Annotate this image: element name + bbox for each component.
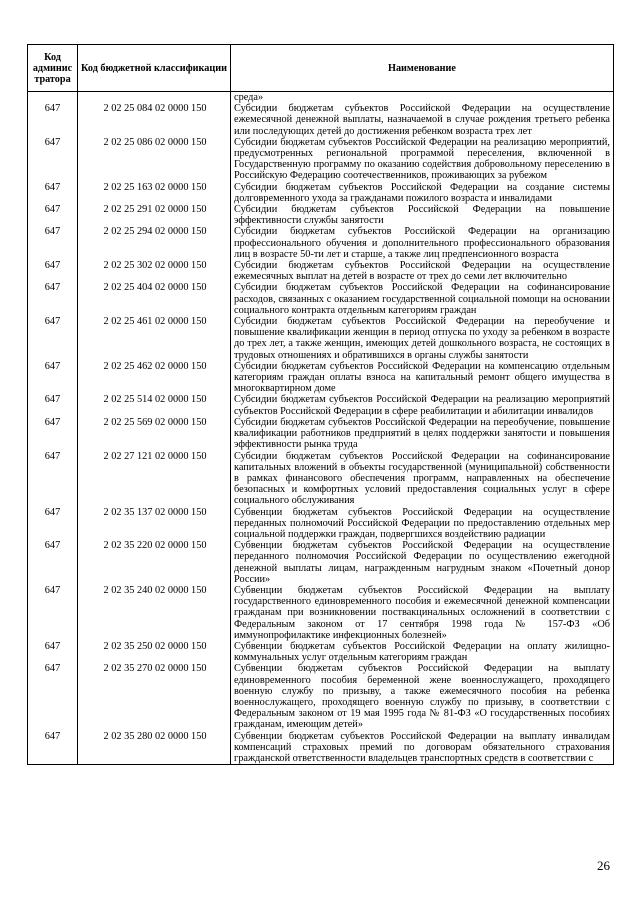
empty-cell [78,92,231,104]
table-row [28,361,614,395]
document-page [27,44,613,765]
kbk-code-cell: 2 02 35 280 02 0000 150 [78,731,231,765]
name-cell: Субсидии бюджетам субъектов Российской Федерации на реализацию мероприятий, предусмотренных региональной программой переселения, включенной в Государственную программу по оказанию содействия добровольному переселению в Российскую Федерацию соотечественников, проживающих за рубежом [231,137,614,182]
name-cell: Субсидии бюджетам субъектов Российской Федерации на компенсацию отдельным категориям граждан оплаты взноса на капитальный ремонт общего имущества в многоквартирном доме [231,361,614,395]
name-cell: Субсидии бюджетам субъектов Российской Федерации на софинансирование капитальных вложений в объекты государственной (муниципальной) собственности в рамках финансового обеспечения программ, направленных на обеспечение безопасных и комфортных условий предоставления социальных услуг в сфере социального обслуживания [231,451,614,507]
table-row [28,103,614,137]
continuation-row [28,92,614,104]
table-row [28,641,614,663]
page-number: 26 [597,858,610,873]
table-row [28,451,614,507]
header-name: Наименование [231,45,614,92]
admin-code-cell: 647 [28,507,78,541]
table-header-row [28,45,614,92]
kbk-code-cell: 2 02 25 163 02 0000 150 [78,182,231,204]
name-cell: Субвенции бюджетам субъектов Российской Федерации на выплату единовременного пособия беременной жене военнослужащего, проходящего военную службу по призыву, а также ежемесячного пособия на ребенка военнослужащего, проходящего военную службу по призыву, в соответствии с Федеральным законом от 19 мая 1995 года № 81-ФЗ «О государственных пособиях гражданам, имеющим детей» [231,663,614,730]
name-cell: Субсидии бюджетам субъектов Российской Федерации на создание системы долговременного ухода за гражданами пожилого возраста и инвалидами [231,182,614,204]
admin-code-cell: 647 [28,585,78,641]
admin-code-cell: 647 [28,226,78,260]
kbk-code-cell: 2 02 35 220 02 0000 150 [78,540,231,585]
admin-code-cell: 647 [28,540,78,585]
name-cell: Субвенции бюджетам субъектов Российской Федерации на осуществление переданных полномочий Российской Федерации по предоставлению отдельных мер социальной поддержки граждан, подвергшихся воздействию радиации [231,507,614,541]
table-row [28,204,614,226]
name-cell: Субсидии бюджетам субъектов Российской Федерации на реализацию мероприятий субъектов Российской Федерации в сфере реабилитации и абилитации инвалидов [231,394,614,416]
admin-code-cell: 647 [28,137,78,182]
kbk-code-cell: 2 02 27 121 02 0000 150 [78,451,231,507]
name-cell: Субсидии бюджетам субъектов Российской Федерации на осуществление ежемесячных выплат на детей в возрасте от трех до семи лет включительно [231,260,614,282]
empty-cell [28,92,78,104]
admin-code-cell: 647 [28,417,78,451]
table-row [28,137,614,182]
name-cell: Субвенции бюджетам субъектов Российской Федерации на выплату государственного единовременного пособия и ежемесячной денежной компенсации гражданам при возникновении поствакцинальных осложнений в соответствии с Федеральным законом от 17 сентября 1998 года № 157-ФЗ «Об иммунопрофилактике инфекционных болезней» [231,585,614,641]
name-cell: Субвенции бюджетам субъектов Российской Федерации на осуществление переданного полномочия Российской Федерации по осуществлению ежегодной денежной выплаты лицам, награжденным нагрудным знаком «Почетный донор России» [231,540,614,585]
admin-code-cell: 647 [28,103,78,137]
table-row [28,226,614,260]
admin-code-cell: 647 [28,316,78,361]
name-cell: Субсидии бюджетам субъектов Российской Федерации на осуществление ежемесячной денежной выплаты, назначаемой в случае рождения третьего ребенка или последующих детей до достижения ребенком возраста трех лет [231,103,614,137]
admin-code-cell: 647 [28,282,78,316]
admin-code-cell: 647 [28,260,78,282]
table-row [28,394,614,416]
kbk-code-cell: 2 02 25 404 02 0000 150 [78,282,231,316]
kbk-code-cell: 2 02 25 086 02 0000 150 [78,137,231,182]
table-row [28,316,614,361]
name-cell: Субсидии бюджетам субъектов Российской Федерации на переобучение и повышение квалификации женщин в период отпуска по уходу за ребенком в возрасте до трех лет, а также женщин, имеющих детей дошкольного возраста, не состоящих в трудовых отношениях и обратившихся в органы службы занятости [231,316,614,361]
kbk-code-cell: 2 02 25 084 02 0000 150 [78,103,231,137]
table-row [28,507,614,541]
table-row [28,417,614,451]
table-row [28,731,614,765]
kbk-code-cell: 2 02 25 302 02 0000 150 [78,260,231,282]
name-cell: Субвенции бюджетам субъектов Российской Федерации на выплату инвалидам компенсаций страховых премий по договорам обязательного страхования гражданской ответственности владельцев транспортных средств в соответствии с [231,731,614,765]
table-row [28,282,614,316]
name-cell: Субсидии бюджетам субъектов Российской Федерации на повышение эффективности службы занятости [231,204,614,226]
name-cell: Субвенции бюджетам субъектов Российской Федерации на оплату жилищно-коммунальных услуг отдельным категориям граждан [231,641,614,663]
table-row [28,663,614,730]
admin-code-cell: 647 [28,204,78,226]
table-row [28,182,614,204]
admin-code-cell: 647 [28,361,78,395]
admin-code-cell: 647 [28,663,78,730]
kbk-code-cell: 2 02 35 137 02 0000 150 [78,507,231,541]
admin-code-cell: 647 [28,731,78,765]
kbk-code-cell: 2 02 25 569 02 0000 150 [78,417,231,451]
continuation-text: среда» [231,92,614,104]
header-admin-code: Код админис тратора [28,45,78,92]
header-kbk-code: Код бюджетной классификации [78,45,231,92]
kbk-code-cell: 2 02 25 291 02 0000 150 [78,204,231,226]
table-row [28,540,614,585]
name-cell: Субсидии бюджетам субъектов Российской Федерации на организацию профессионального обучения и дополнительного профессионального образования лиц в возрасте 50-ти лет и старше, а также лиц предпенсионного возраста [231,226,614,260]
name-cell: Субсидии бюджетам субъектов Российской Федерации на переобучение, повышение квалификации работников предприятий в целях поддержки занятости и повышения эффективности рынка труда [231,417,614,451]
table-row [28,585,614,641]
kbk-code-cell: 2 02 35 240 02 0000 150 [78,585,231,641]
admin-code-cell: 647 [28,182,78,204]
budget-codes-table [27,44,614,765]
admin-code-cell: 647 [28,641,78,663]
kbk-code-cell: 2 02 35 270 02 0000 150 [78,663,231,730]
kbk-code-cell: 2 02 25 514 02 0000 150 [78,394,231,416]
kbk-code-cell: 2 02 25 462 02 0000 150 [78,361,231,395]
kbk-code-cell: 2 02 35 250 02 0000 150 [78,641,231,663]
kbk-code-cell: 2 02 25 461 02 0000 150 [78,316,231,361]
admin-code-cell: 647 [28,451,78,507]
admin-code-cell: 647 [28,394,78,416]
table-row [28,260,614,282]
name-cell: Субсидии бюджетам субъектов Российской Федерации на софинансирование расходов, связанных с оказанием государственной социальной помощи на основании социального контракта отдельным категориям граждан [231,282,614,316]
kbk-code-cell: 2 02 25 294 02 0000 150 [78,226,231,260]
